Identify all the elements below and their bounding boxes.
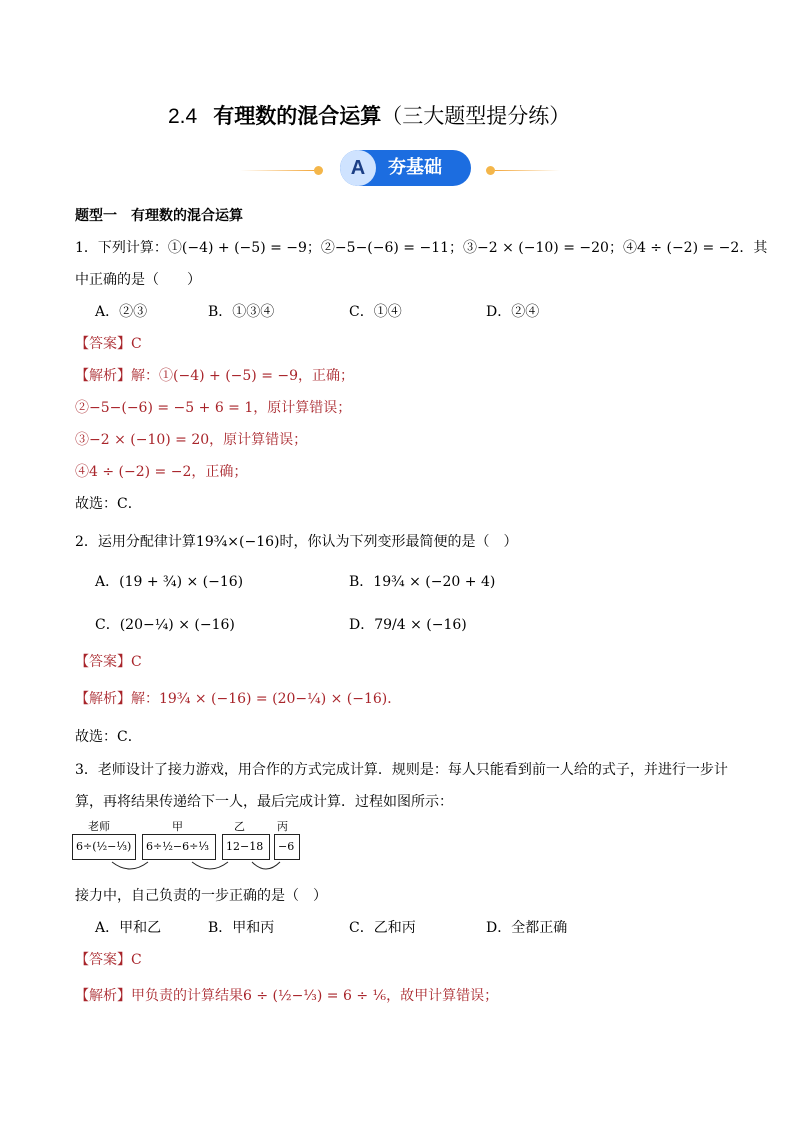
q1-stem-line1: 1．下列计算：①(−4) + (−5) = −9；②−5−(−6) = −11；③−2 × (−10) = −20；④4 ÷ (−2) = −2．其 (75, 240, 768, 256)
banner-right-line (495, 170, 560, 171)
banner-left-dot (314, 166, 323, 175)
q3-option-a: A．甲和乙 (95, 920, 162, 936)
q3-analysis (75, 986, 498, 1006)
q1-stem-line2: 中正确的是（ ） (75, 272, 201, 288)
banner-right-dot (486, 166, 495, 175)
q1-analysis-3: ③−2 × (−10) = 20，原计算错误； (75, 432, 308, 448)
answer-tag: 【答案】 (75, 336, 131, 352)
q1-option-b: B．①③④ (208, 304, 275, 320)
q2-option-b: B．19¾ × (−20 + 4) (349, 574, 496, 590)
relay-diagram (72, 818, 312, 880)
q1-conclusion: 故选：C． (75, 496, 142, 512)
bing-label: 丙 (277, 820, 288, 833)
page-title (168, 102, 570, 131)
banner-badge: A (340, 150, 376, 186)
q3-stem-line1: 3．老师设计了接力游戏，用合作的方式完成计算．规则是：每人只能看到前一人给的式子，并进行一步计 (75, 762, 728, 778)
answer-value: C (131, 952, 142, 968)
teacher-box: 6÷(½−⅓) (72, 834, 136, 860)
analysis-tag: 【解析】 (75, 988, 131, 1004)
banner-label: 夯基础 (388, 157, 442, 178)
teacher-label: 老师 (88, 820, 110, 833)
relay-arrows (72, 818, 312, 880)
q2-stem: 2．运用分配律计算19¾×(−16)时，你认为下列变形最简便的是（ ） (75, 534, 518, 550)
jia-box: 6÷½−6÷⅓ (142, 834, 216, 860)
q2-option-d: D．79/4 × (−16) (349, 617, 467, 633)
q3-answer (75, 950, 142, 970)
q1-option-d: D．②④ (486, 304, 540, 320)
banner-left-line (240, 170, 314, 171)
q2-option-c: C．(20−¼) × (−16) (95, 617, 235, 633)
title-sub: （三大题型提分练） (381, 104, 571, 128)
analysis-text: 解：19¾ × (−16) = (20−¼) × (−16)． (131, 691, 402, 707)
answer-tag: 【答案】 (75, 952, 131, 968)
bing-box: −6 (274, 834, 300, 860)
q1-analysis-4: ④4 ÷ (−2) = −2，正确； (75, 464, 248, 480)
q1-option-a: A．②③ (95, 304, 148, 320)
level-banner (240, 150, 560, 188)
yi-label: 乙 (234, 820, 245, 833)
q3-option-b: B．甲和丙 (208, 920, 275, 936)
answer-tag: 【答案】 (75, 654, 131, 670)
analysis-tag: 【解析】 (75, 368, 131, 384)
q2-conclusion: 故选：C． (75, 729, 142, 745)
title-main: 有理数的混合运算 (213, 104, 382, 128)
q1-answer (75, 334, 142, 354)
analysis-text: 解：①(−4) + (−5) = −9，正确； (131, 368, 355, 384)
q2-answer (75, 652, 142, 672)
q3-stem-line2: 算，再将结果传递给下一人，最后完成计算．过程如图所示： (75, 794, 453, 810)
analysis-tag: 【解析】 (75, 691, 131, 707)
q1-analysis-1 (75, 366, 354, 386)
answer-value: C (131, 654, 142, 670)
q3-option-d: D．全都正确 (486, 920, 568, 936)
q3-option-c: C．乙和丙 (349, 920, 416, 936)
q3-question: 接力中，自己负责的一步正确的是（ ） (75, 888, 327, 904)
q2-analysis (75, 689, 401, 709)
q2-option-a: A．(19 + ¾) × (−16) (95, 574, 244, 590)
section-heading: 题型一 有理数的混合运算 (75, 208, 243, 224)
analysis-text: 甲负责的计算结果6 ÷ (½−⅓) = 6 ÷ ⅙，故甲计算错误； (131, 988, 499, 1004)
q1-option-c: C．①④ (349, 304, 402, 320)
banner-pill (340, 150, 471, 186)
answer-value: C (131, 336, 142, 352)
yi-box: 12−18 (222, 834, 270, 860)
q1-analysis-2: ②−5−(−6) = −5 + 6 = 1，原计算错误； (75, 400, 352, 416)
jia-label: 甲 (172, 820, 183, 833)
section-number: 2.4 (168, 105, 198, 128)
